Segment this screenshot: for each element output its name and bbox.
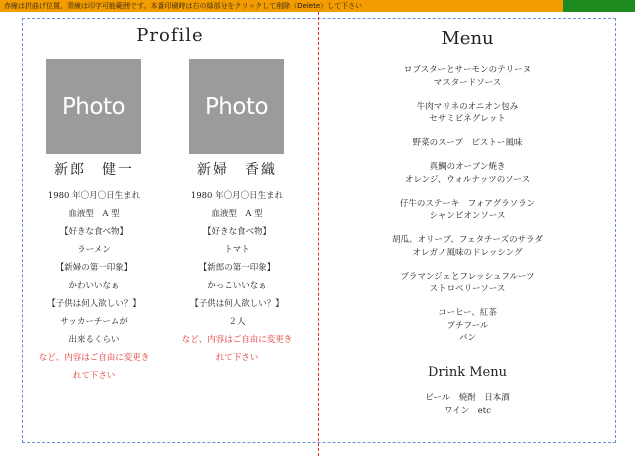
menu-item-line: オレンジ、ウォルナッツのソース [404, 174, 531, 185]
drink-list [319, 392, 616, 417]
instruction-text: 赤線は折曲げ位置、青線は印字可能範囲です。本番印刷時は右の緑部分をクリックして削除（Delete）して下さい [4, 2, 363, 10]
drink-menu-title: Drink Menu [428, 365, 507, 380]
menu-item-salad [319, 234, 616, 259]
menu-item-coffee [319, 307, 616, 345]
menu-item-line: ロブスターとサーモンのテリーヌ [403, 65, 532, 75]
menu-page [319, 18, 616, 443]
menu-title: Menu [441, 28, 494, 49]
bride-birthday: 1980 年〇月〇日生まれ [190, 191, 284, 201]
menu-item-line: ブラマンジェとフレッシュフルーツ [400, 271, 535, 282]
menu-item-sea-bream [319, 161, 616, 186]
menu-item-line: オレガノ風味のドレッシング [412, 247, 523, 258]
menu-item-line: パン [458, 333, 476, 343]
menu-item-line: コーヒー、紅茶 [438, 308, 497, 318]
bride-impression: かっこいいなぁ [207, 281, 267, 291]
menu-item-veal-steak [319, 198, 616, 223]
menu-item-line: ストロベリーソース [429, 284, 506, 294]
bride-blood-type: 血液型 A 型 [211, 209, 263, 219]
groom-birthday: 1980 年〇月〇日生まれ [47, 191, 141, 201]
bride-photo-placeholder[interactable] [189, 59, 284, 154]
drink-line: ワイン etc [444, 405, 491, 416]
bride-children-heading: 【子供は何人欲しい？】 [190, 299, 284, 309]
menu-item-soup [319, 137, 616, 150]
menu-item-line: プチフール [446, 320, 489, 331]
menu-item-dessert [319, 271, 616, 296]
bride-favorite-food-heading: 【好きな食べ物】 [202, 227, 271, 237]
groom-name: 新郎 健一 [54, 162, 134, 178]
edit-note-line-2: れて下さい [215, 353, 259, 363]
photo-label: Photo [61, 93, 126, 120]
groom-children-line-1: サッカーチームが [60, 317, 128, 327]
groom-photo-placeholder[interactable] [46, 59, 141, 154]
menu-item-line: 野菜のスープ ピストー風味 [412, 138, 523, 148]
bride-impression-heading: 【新郎の第一印象】 [198, 263, 276, 273]
profile-title: Profile [136, 25, 204, 46]
menu-item-line: マスタードソース [433, 77, 502, 88]
menu-item-line: 仔牛のステーキ フォアグラソラン [399, 198, 536, 209]
groom-blood-type: 血液型 A 型 [68, 209, 120, 219]
menu-list [319, 64, 616, 356]
menu-item-terrine [319, 64, 616, 89]
bride-profile [167, 159, 307, 367]
groom-favorite-food-heading: 【好きな食べ物】 [59, 227, 128, 237]
bride-children-answer: ２人 [228, 317, 246, 327]
menu-item-line: シャンピオンソース [429, 211, 506, 221]
groom-children-line-2: 出来るくらい [68, 335, 120, 345]
groom-favorite-food: ラーメン [77, 245, 111, 255]
groom-children-heading: 【子供は何人欲しい？】 [47, 299, 141, 309]
menu-item-line: 胡瓜、オリーブ、フェタチーズのサラダ [392, 235, 543, 245]
bride-favorite-food: トマト [224, 245, 250, 255]
profile-page [22, 18, 318, 443]
groom-profile [24, 159, 164, 385]
delete-area-green[interactable] [563, 0, 635, 12]
groom-impression-heading: 【新婦の第一印象】 [55, 263, 133, 273]
edit-note-line-2: れて下さい [72, 371, 116, 381]
menu-item-beef-marinade [319, 101, 616, 126]
menu-item-line: 真鯛のオーブン焼き [429, 162, 506, 172]
bride-name: 新婦 香織 [197, 162, 277, 178]
menu-item-line: セサミビネグレット [429, 114, 506, 124]
photo-label: Photo [204, 93, 269, 120]
groom-impression: かわいいなぁ [68, 281, 120, 291]
menu-item-line: 牛肉マリネのオニオン包み [416, 101, 519, 112]
instruction-bar [0, 0, 635, 12]
edit-note-line-1: など、内容はご自由に変更き [38, 353, 150, 363]
edit-note-line-1: など、内容はご自由に変更き [181, 335, 293, 345]
drink-line: ビール 焼酎 日本酒 [425, 393, 510, 403]
